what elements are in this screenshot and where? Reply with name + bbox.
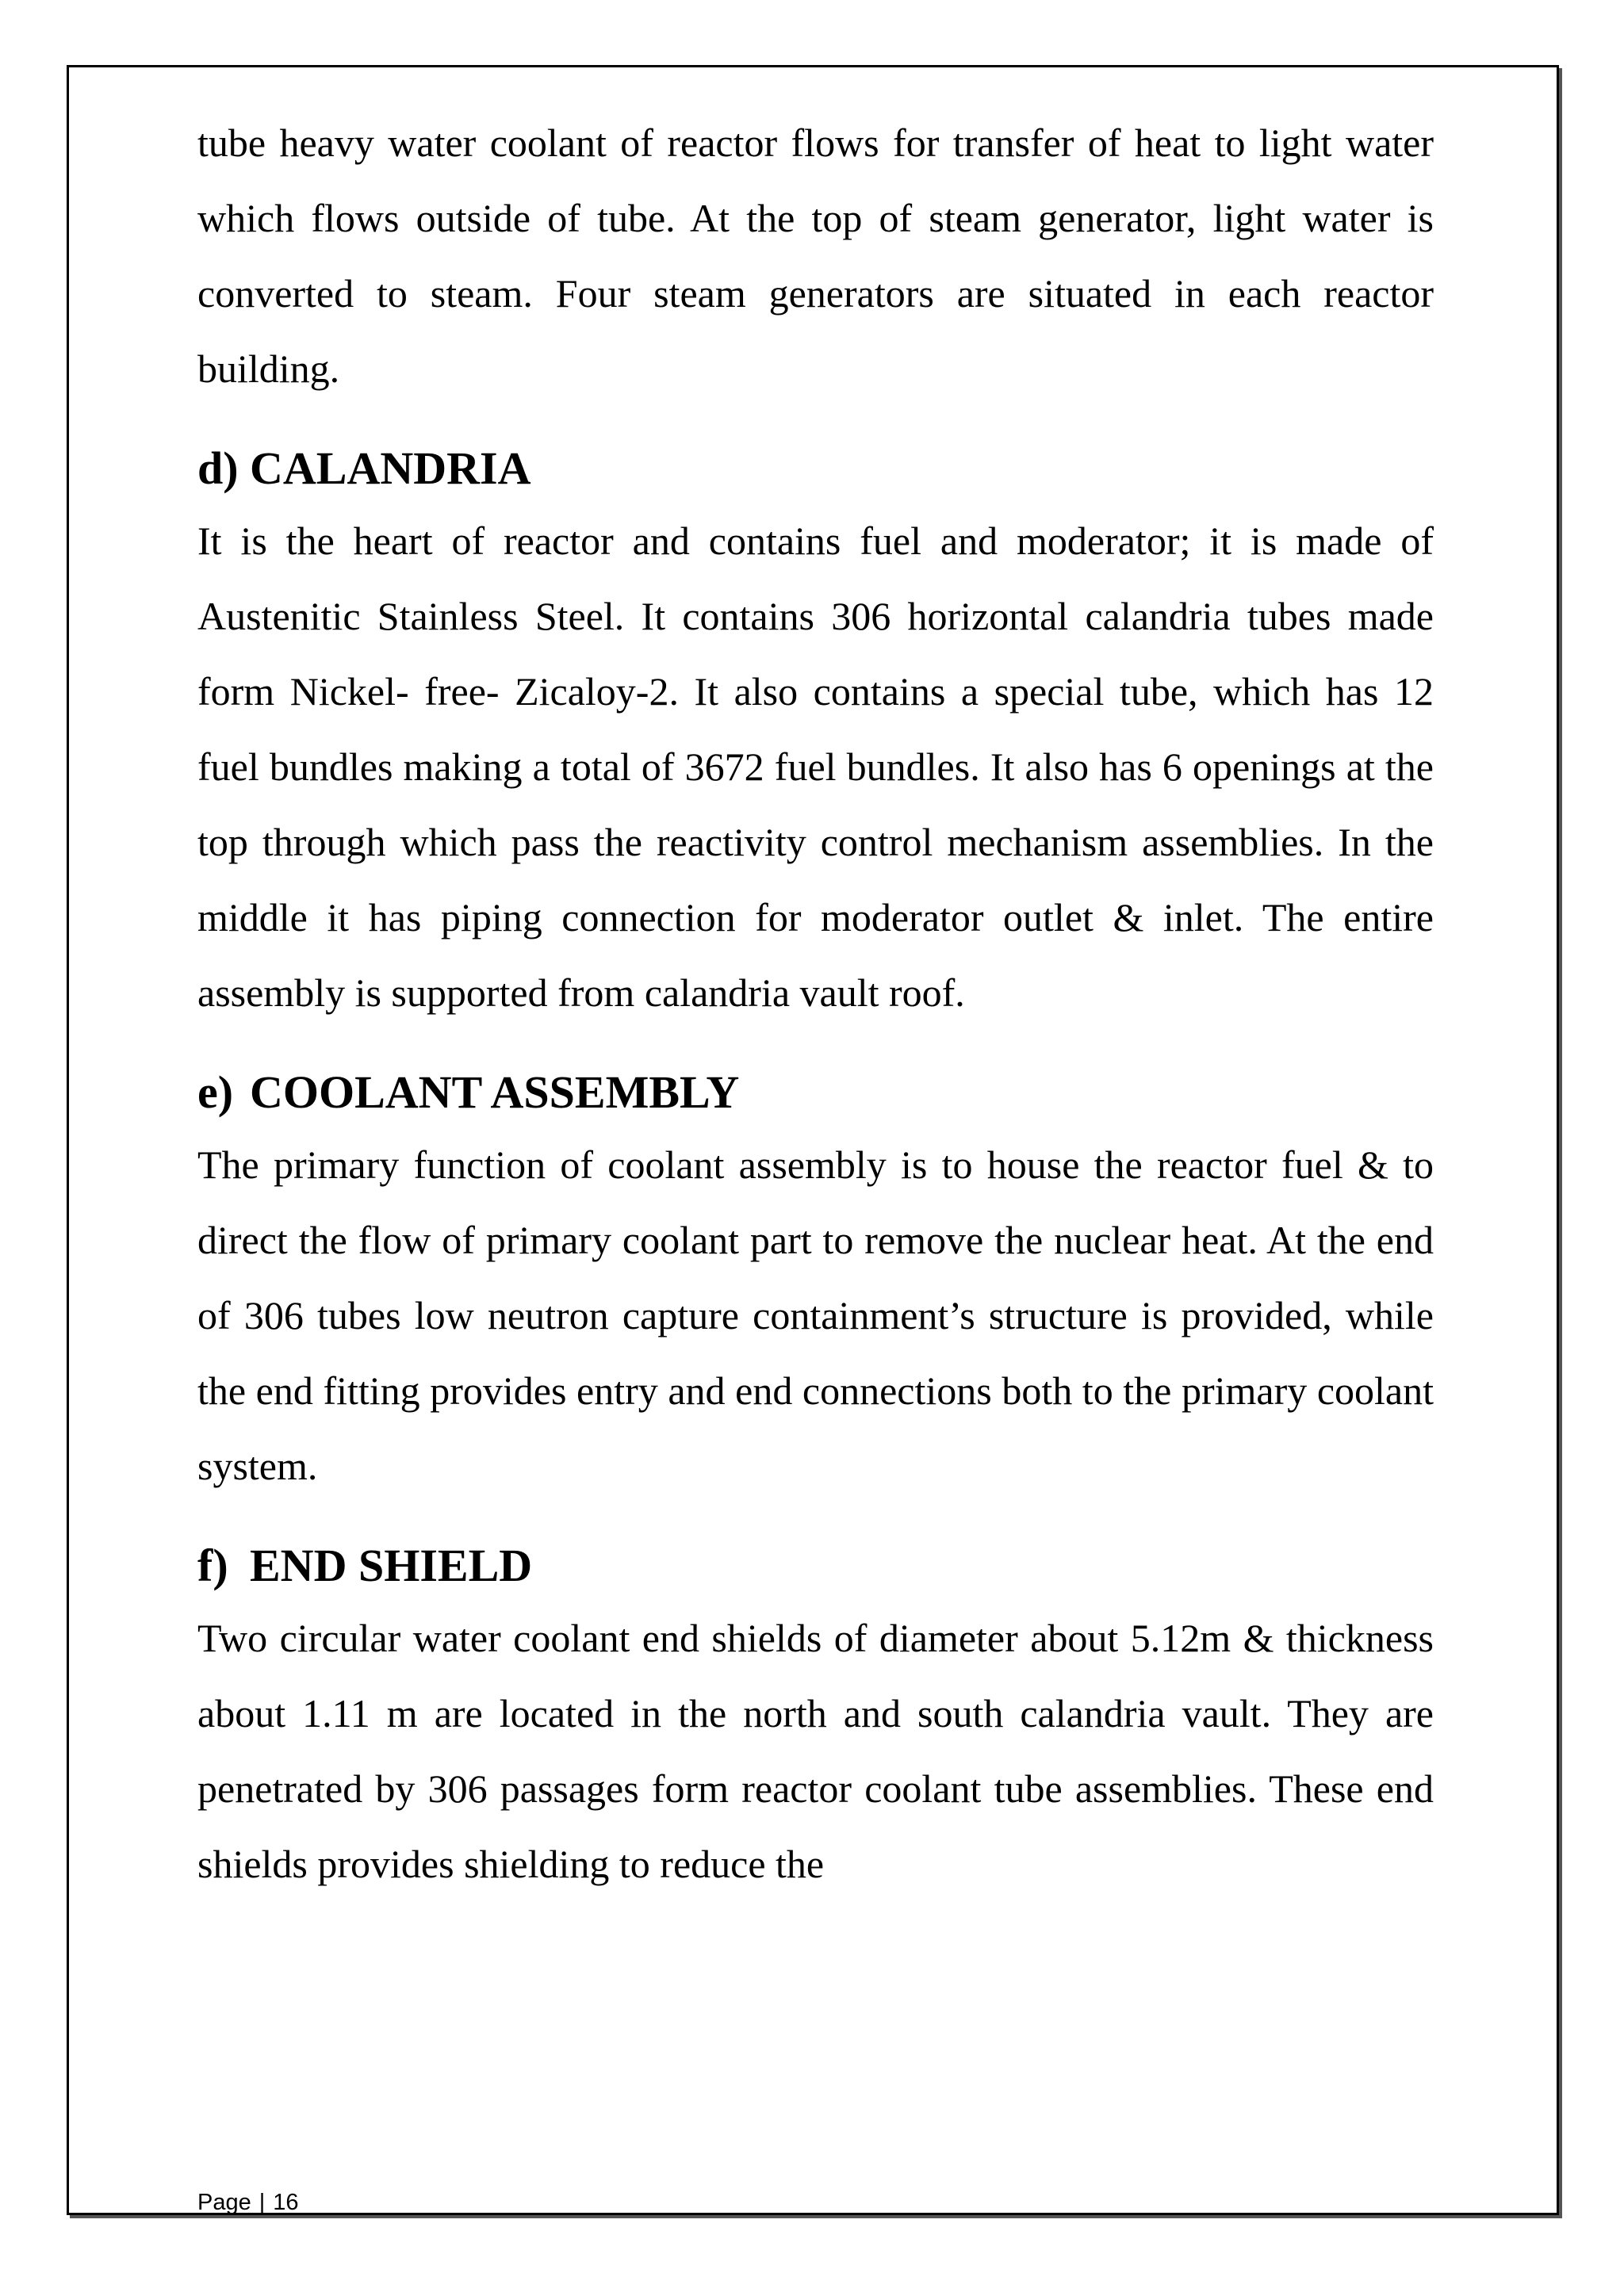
spacer	[197, 407, 1434, 440]
page-separator: |	[259, 2190, 266, 2215]
section-body-coolant-assembly: The primary function of coolant assembly is to house the reactor fuel & to direct the flow of primary coolant part to remove the nuclear heat. At the end of 306 tubes low neutron capture containment’s structure is provided, while the end fitting provides entry and end connections both to the primary coolant system.	[197, 1142, 1434, 1488]
section-body-calandria: It is the heart of reactor and contains fuel and moderator; it is made of Austenitic Stainless Steel. It contains 306 horizontal calandria tubes made form Nickel- free- Zicaloy-2. It also contains a special tube, which has 12 fuel bundles making a total of 3672 fuel bundles. It also has 6 openings at the top through which pass the reactivity control mechanism assemblies. In the middle it has piping connection for moderator outlet & inlet. The entire assembly is supported from calandria vault roof.	[197, 519, 1434, 1015]
section-title: COOLANT ASSEMBLY	[250, 1066, 740, 1118]
spacer	[197, 497, 1434, 503]
page-content	[197, 105, 1434, 1902]
section-marker: d)	[197, 442, 239, 494]
spacer	[197, 1121, 1434, 1127]
section-heading-end-shield	[197, 1537, 1434, 1594]
spacer	[197, 1031, 1434, 1064]
section-title: CALANDRIA	[250, 442, 531, 494]
section-marker: f)	[197, 1540, 228, 1591]
section-heading-coolant-assembly	[197, 1064, 1434, 1121]
section-body-end-shield: Two circular water coolant end shields of diameter about 5.12m & thickness about 1.11 m are located in the north and south calandria vault. They are penetrated by 306 passages form reactor coolant tube assemblies. These end shields provides shielding to reduce the	[197, 1616, 1434, 1886]
section-title: END SHIELD	[250, 1540, 533, 1591]
page-label: Page	[197, 2190, 251, 2215]
spacer	[197, 1594, 1434, 1601]
spacer	[197, 1504, 1434, 1537]
intro-paragraph: tube heavy water coolant of reactor flows for transfer of heat to light water which flows outside of tube. At the top of steam generator, light water is converted to steam. Four steam generators are situated in each reactor building.	[197, 121, 1434, 391]
section-heading-calandria	[197, 440, 1434, 497]
page-footer	[197, 2188, 299, 2217]
page-number: 16	[273, 2190, 299, 2215]
section-marker: e)	[197, 1066, 234, 1118]
